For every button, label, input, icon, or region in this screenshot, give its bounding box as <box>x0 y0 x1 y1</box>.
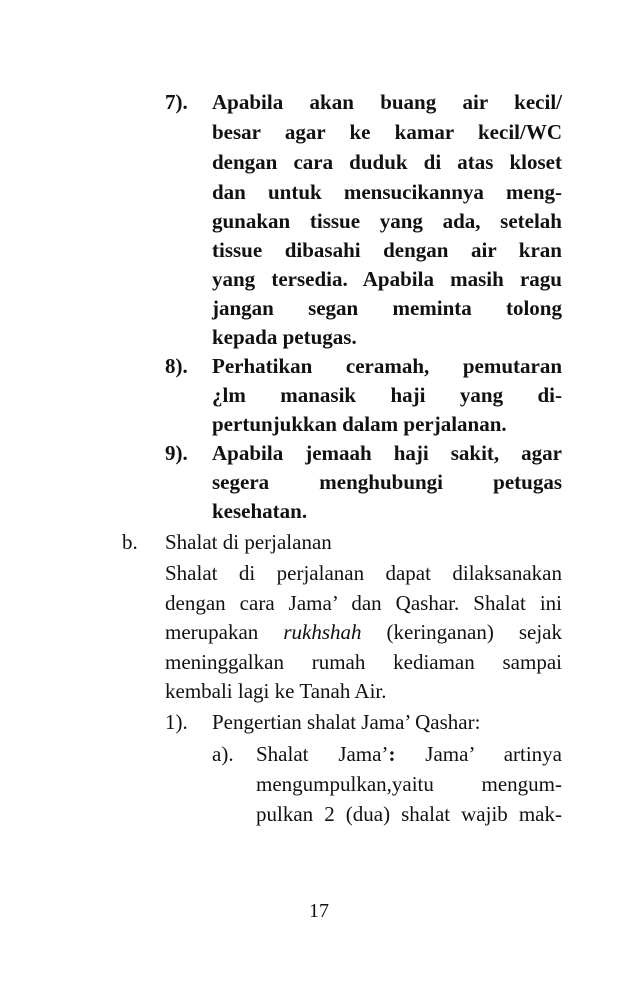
item-8-marker: 8). <box>165 354 188 378</box>
section-b-heading: Shalat di perjalanan <box>165 530 332 554</box>
page-number: 17 <box>309 900 329 922</box>
sub-a-line <box>256 740 562 769</box>
sub-a-text: Shalat Jama’ <box>256 742 389 766</box>
sub-1-marker: 1). <box>165 710 188 734</box>
item-7-line: dengan cara duduk di atas kloset <box>212 150 562 174</box>
paragraph-line: meninggalkan rumah kediaman sampai <box>165 650 562 674</box>
sub-a-colon: : <box>388 742 396 766</box>
sub-a-marker: a). <box>212 742 234 766</box>
italic-term: rukhshah <box>283 620 362 644</box>
sub-a-line: pulkan 2 (dua) shalat wajib mak- <box>256 802 562 826</box>
item-9-line: segera menghubungi petugas <box>212 470 562 494</box>
item-7-line: Apabila akan buang air kecil/ <box>212 90 562 114</box>
item-7-line: yang tersedia. Apabila masih ragu <box>212 267 562 291</box>
item-8-line: ¿lm manasik haji yang di- <box>212 383 562 407</box>
item-7-line: tissue dibasahi dengan air kran <box>212 238 562 262</box>
item-7-line: dan untuk mensucikannya meng- <box>212 180 562 204</box>
paragraph-line <box>165 618 562 647</box>
item-9-line: Apabila jemaah haji sakit, agar <box>212 441 562 465</box>
paragraph-line: dengan cara Jama’ dan Qashar. Shalat ini <box>165 591 562 615</box>
item-9-line: kesehatan. <box>212 499 308 523</box>
item-7-line: jangan segan meminta tolong <box>212 296 562 320</box>
item-8-line: pertunjukkan dalam perjalanan. <box>212 412 507 436</box>
sub-1-text: Pengertian shalat Jama’ Qashar: <box>212 710 481 734</box>
paragraph-text: merupakan <box>165 620 284 644</box>
paragraph-line: kembali lagi ke Tanah Air. <box>165 679 387 703</box>
item-7-line: besar agar ke kamar kecil/WC <box>212 120 562 144</box>
item-7-line: kepada petugas. <box>212 325 357 349</box>
item-7-marker: 7). <box>165 90 188 114</box>
item-7-line: gunakan tissue yang ada, setelah <box>212 209 562 233</box>
sub-a-text: Jama’ artinya <box>395 742 563 766</box>
paragraph-line: Shalat di perjalanan dapat dilaksanakan <box>165 561 562 585</box>
section-b-marker: b. <box>122 530 138 554</box>
paragraph-text: (keringanan) sejak <box>361 620 562 644</box>
item-8-line: Perhatikan ceramah, pemutaran <box>212 354 562 378</box>
item-9-marker: 9). <box>165 441 188 465</box>
sub-a-line: mengumpulkan,yaitu mengum- <box>256 772 562 796</box>
